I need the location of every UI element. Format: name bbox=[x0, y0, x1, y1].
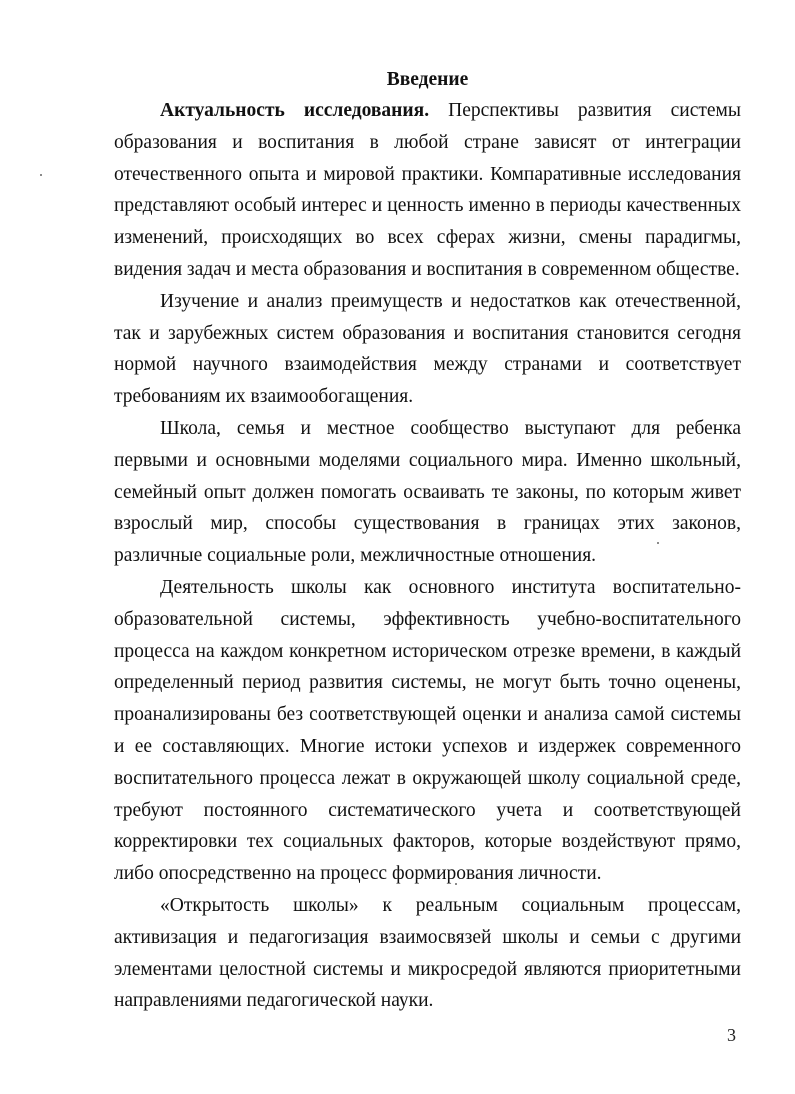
paragraph-lead: Актуальность исследования. bbox=[160, 100, 430, 121]
paragraph: Деятельность школы как основного института воспитательно-образовательной системы, эффективность учебно-воспитательного процесса на каждом конкретном историческом отрезке времени, в каждый определенный период развития системы, не могут быть точно оценены, проанализированы без соответствующей оценки и анализа самой системы и ее составляющих. Многие истоки успехов и издержек современного воспитательного процесса лежат в окружающей школу социальной среде, требуют постоянного систематического учета и соответствующей корректировки тех социальных факторов, которые воздействуют прямо, либо опосредственно на процесс формирования личности. bbox=[114, 576, 741, 885]
page-title: Введение bbox=[386, 69, 469, 90]
paragraph: «Открытость школы» к реальным социальным процессам, активизация и педагогизация взаимосвязей школы и семьи с другими элементами целостной системы и микросредой являются приоритетными направлениями педагогической науки. bbox=[114, 894, 741, 1012]
paragraph: Школа, семья и местное сообщество выступают для ребенка первыми и основными моделями социального мира. Именно школьный, семейный опыт должен помогать осваивать те законы, по которым живет взрослый мир, способы существования в границах этих законов, различные социальные роли, межличностные отношения. bbox=[114, 417, 741, 567]
scan-speck bbox=[40, 174, 42, 176]
document-body bbox=[114, 66, 741, 1017]
paragraph-relevance bbox=[114, 95, 741, 286]
page-number: 3 bbox=[727, 1025, 736, 1045]
paragraph-text: Перспективы развития системы образования и воспитания в любой стране зависят от интеграции отечественного опыта и мировой практики. Компаративные исследования представляют особый интерес и ценность именно в периоды качественных изменений, происходящих во всех сферах жизни, смены парадигмы, видения задач и места образования и воспитания в современном обществе. bbox=[114, 100, 741, 280]
paragraph: Изучение и анализ преимуществ и недостатков как отечественной, так и зарубежных систем образования и воспитания становится сегодня нормой научного взаимодействия между странами и соответствует требованиям их взаимообогащения. bbox=[114, 290, 741, 408]
